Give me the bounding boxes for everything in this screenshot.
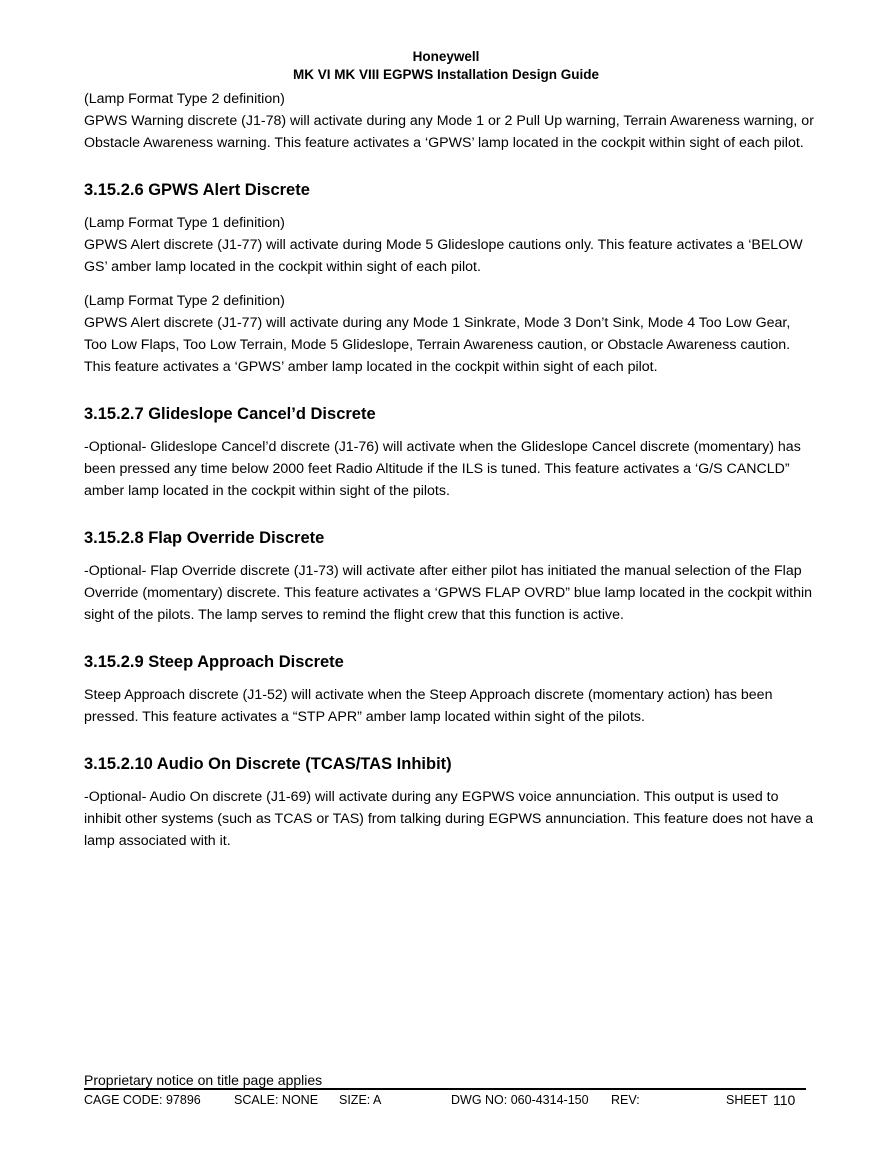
sheet-label: SHEET: [726, 1093, 768, 1107]
section-title-gpws-alert: 3.15.2.6 GPWS Alert Discrete: [84, 181, 310, 199]
proprietary-notice: Proprietary notice on title page applies: [84, 1072, 323, 1088]
revision: REV:: [611, 1093, 640, 1107]
cage-code: CAGE CODE: 97896: [84, 1093, 201, 1107]
document-body: [84, 88, 814, 852]
intro-paragraph: GPWS Warning discrete (J1-78) will activate during any Mode 1 or 2 Pull Up warning, Terrain Awareness warning, or Obstacle Awareness warning. This feature activates a ‘GPWS’ lamp located in the cockpit within sight of each pilot.: [84, 113, 814, 151]
company-name: Honeywell: [412, 49, 480, 64]
footer-info: [84, 1091, 806, 1109]
page-header: [0, 48, 892, 84]
audio-on-paragraph: -Optional- Audio On discrete (J1-69) will activate during any EGPWS voice annunciation. This output is used to inhibit other systems (such as TCAS or TAS) from talking during EGPWS annunciation. This feature does not have a lamp associated with it.: [84, 789, 814, 849]
gpws-alert-paragraph-1: GPWS Alert discrete (J1-77) will activate during Mode 5 Glideslope cautions only. This feature activates a ‘BELOW GS’ amber lamp located in the cockpit within sight of each pilot.: [84, 237, 803, 275]
sheet-number: 110: [773, 1092, 796, 1108]
section-title-flap-override: 3.15.2.8 Flap Override Discrete: [84, 529, 325, 547]
section-title-steep-approach: 3.15.2.9 Steep Approach Discrete: [84, 653, 344, 671]
glideslope-cancel-paragraph: -Optional- Glideslope Cancel’d discrete (J1-76) will activate when the Glideslope Cancel discrete (momentary) has been pressed any time below 2000 feet Radio Altitude if the ILS is tuned. This feature activates a ‘G/S CANCLD” amber lamp located in the cockpit within sight of the pilots.: [84, 439, 801, 499]
drawing-number: DWG NO: 060-4314-150: [451, 1093, 589, 1107]
size: SIZE: A: [339, 1093, 382, 1107]
flap-override-paragraph: -Optional- Flap Override discrete (J1-73) will activate after either pilot has initiated the manual selection of the Flap Override (momentary) discrete. This feature activates a ‘GPWS FLAP OVRD” blue lamp located in the cockpit within sight of the pilots. The lamp serves to remind the flight crew that this function is active.: [84, 563, 813, 623]
scale: SCALE: NONE: [234, 1093, 319, 1107]
gpws-alert-lamp-format-2: (Lamp Format Type 2 definition): [84, 293, 285, 309]
steep-approach-paragraph: Steep Approach discrete (J1-52) will activate when the Steep Approach discrete (momentary action) has been pressed. This feature activates a “STP APR” amber lamp located within sight of the pilots.: [84, 687, 773, 725]
footer-divider: [84, 1088, 806, 1090]
gpws-alert-paragraph-2: GPWS Alert discrete (J1-77) will activate during any Mode 1 Sinkrate, Mode 3 Don’t Sink, Mode 4 Too Low Gear, Too Low Flaps, Too Low Terrain, Mode 5 Glideslope, Terrain Awareness caution, or Obstacle Awareness caution. This feature activates a ‘GPWS’ amber lamp located in the cockpit within sight of each pilot.: [84, 315, 791, 375]
gpws-alert-lamp-format-1: (Lamp Format Type 1 definition): [84, 215, 285, 231]
section-title-glideslope-cancel: 3.15.2.7 Glideslope Cancel’d Discrete: [84, 405, 376, 423]
intro-lamp-format: (Lamp Format Type 2 definition): [84, 91, 285, 107]
section-title-audio-on: 3.15.2.10 Audio On Discrete (TCAS/TAS Inhibit): [84, 755, 452, 773]
document-title: MK VI MK VIII EGPWS Installation Design Guide: [292, 67, 600, 82]
